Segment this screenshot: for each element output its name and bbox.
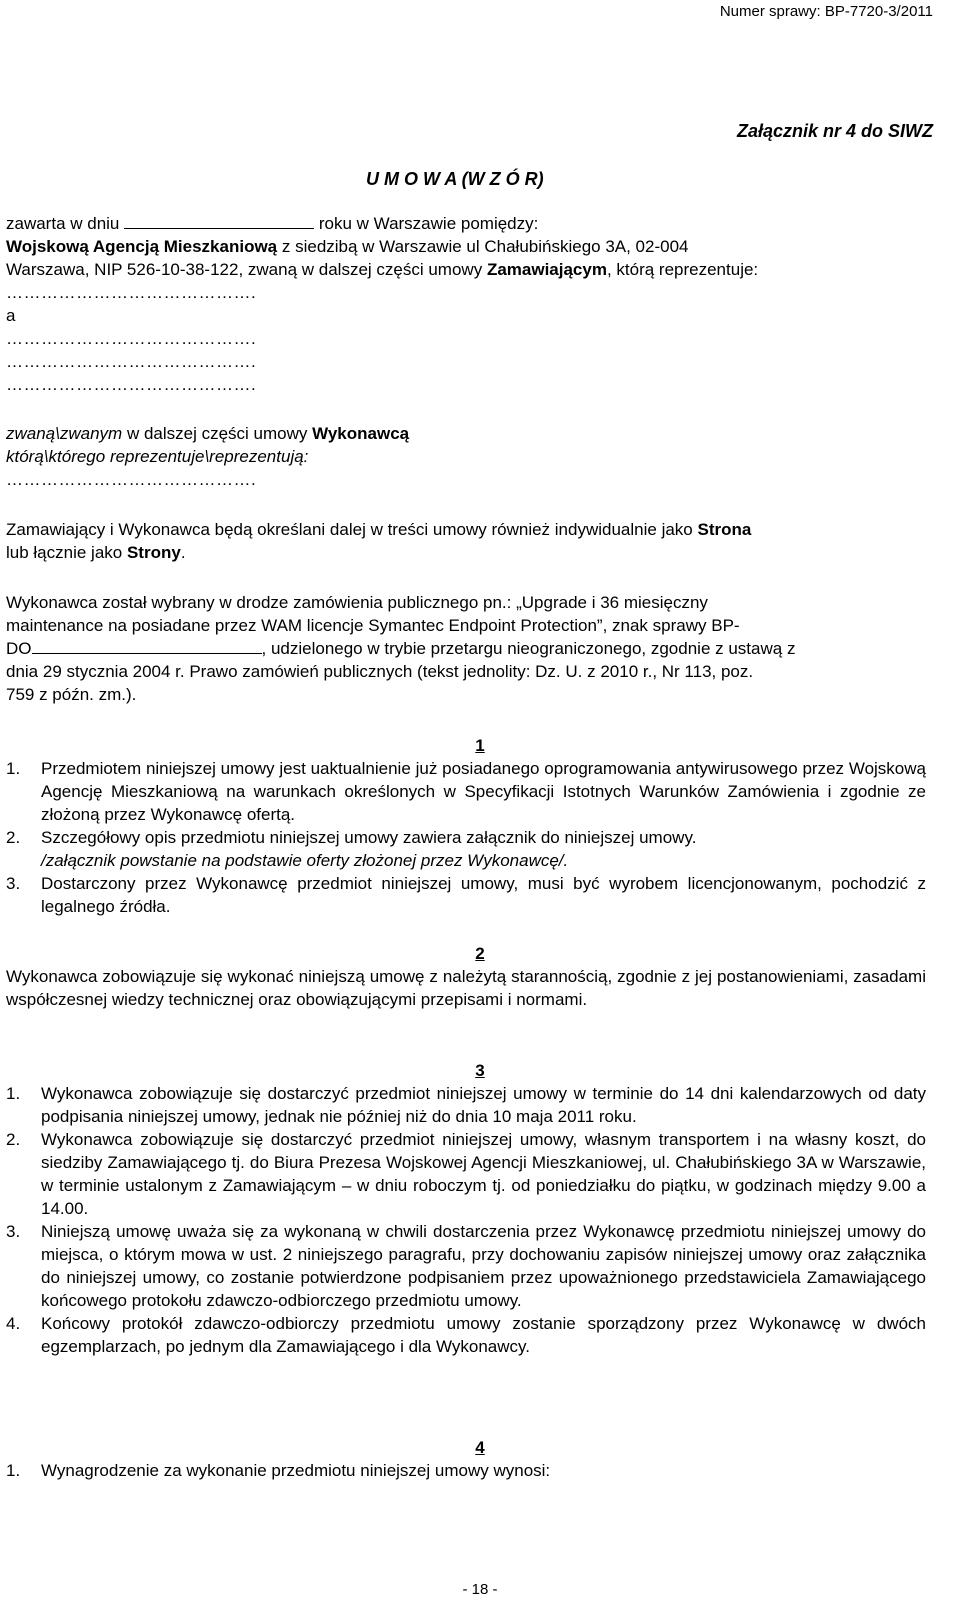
parties-text-a: Zamawiający i Wykonawca będą określani dalej w treści umowy również indywidualnie jako [6, 520, 698, 539]
selection-line-1: Wykonawca został wybrany w drodze zamówienia publicznego pn.: „Upgrade i 36 miesięczny [6, 593, 708, 612]
intro-block [6, 212, 926, 396]
section-1-heading [0, 734, 960, 757]
dots-line-4: ……………………………………. [6, 375, 257, 394]
list-item [6, 757, 926, 826]
dots-line-5: ……………………………………. [6, 470, 257, 489]
item-number: 1. [6, 759, 21, 778]
list-item [6, 826, 926, 872]
section-3-number: 3 [475, 1061, 485, 1080]
selection-line-5: 759 z późn. zm.). [6, 685, 137, 704]
list-item [6, 1459, 926, 1482]
and-text: a [6, 306, 16, 325]
item-number: 2. [6, 828, 21, 847]
list-item [6, 1220, 926, 1312]
party1-name: Wojskową Agencją Mieszkaniową [6, 237, 278, 256]
contractor-role: Wykonawcą [312, 424, 410, 443]
party1-address: z siedzibą w Warszawie ul Chałubińskiego 3A, 02-004 [277, 237, 689, 256]
dots-line-2: ……………………………………. [6, 329, 257, 348]
list-item [6, 1128, 926, 1220]
selection-text-3: , udzielonego w trybie przetargu nieograniczonego, zgodnie z ustawą z [261, 639, 796, 658]
annex-label: Załącznik nr 4 do SIWZ [736, 121, 933, 141]
item-text: Wykonawca zobowiązuje się dostarczyć przedmiot niniejszej umowy, własnym transportem i na własny koszt, do siedziby Zamawiającego tj. do Biura Prezesa Wojskowej Agencji Mieszkaniowej, ul. Chałubińskiego 3A w Warszawie, w terminie ustalonym z Zamawiającym – w dniu roboczym tj. od poniedziałku do piątku, w godzinach między 9.00 a 14.00. [41, 1130, 926, 1218]
intro-line-1 [6, 212, 926, 235]
parties-strony: Strony [126, 543, 181, 562]
parties-line-1 [6, 518, 926, 541]
item-number: 1. [6, 1461, 21, 1480]
item-number: 3. [6, 1222, 21, 1241]
selection-line-4: dnia 29 stycznia 2004 r. Prawo zamówień publicznych (tekst jednolity: Dz. U. z 2010 r., Nr 113, poz. [6, 662, 754, 681]
intro-date-label: zawarta w dniu [6, 214, 120, 233]
list-item [6, 1312, 926, 1358]
section-2-body: Wykonawca zobowiązuje się wykonać niniejszą umowę z należytą starannością, zgodnie z jej postanowieniami, zasadami współczesnej wiedzy technicznej oraz obowiązującymi przepisami i normami. [6, 967, 926, 1009]
item-text: Szczegółowy opis przedmiotu niniejszej umowy zawiera załącznik do niniejszej umowy. [41, 828, 697, 847]
section-3-heading [0, 1059, 960, 1082]
represented-line: którą\którego reprezentuje\reprezentują: [6, 447, 309, 466]
item-number: 3. [6, 874, 21, 893]
section-1-number: 1 [475, 736, 485, 755]
contractor-form: zwaną\zwanym [6, 424, 123, 443]
parties-text-b: lub łącznie jako [6, 543, 127, 562]
case-number-blank [32, 639, 262, 654]
party1-nip: Warszawa, NIP 526-10-38-122, zwaną w dalszej części umowy [6, 260, 487, 279]
item-text: Wynagrodzenie za wykonanie przedmiotu niniejszej umowy wynosi: [41, 1461, 551, 1480]
contractor-line [6, 422, 926, 445]
section-2-heading [0, 942, 960, 965]
item-text: Końcowy protokół zdawczo-odbiorczy przedmiotu umowy zostanie sporządzony przez Wykonawcę w dwóch egzemplarzach, po jednym dla Zamawiającego i dla Wykonawcy. [41, 1314, 926, 1356]
section-1-body [6, 757, 926, 918]
item-number: 2. [6, 1130, 21, 1149]
section-2-number: 2 [475, 944, 485, 963]
case-number: Numer sprawy: BP-7720-3/2011 [719, 3, 933, 20]
item-text: Wykonawca zobowiązuje się dostarczyć przedmiot niniejszej umowy w terminie do 14 dni kalendarzowych od daty podpisania niniejszej umowy, jednak nie później niż do dnia 10 maja 2011 roku. [41, 1084, 926, 1126]
item-number: 4. [6, 1314, 21, 1333]
dots-line-1: ……………………………………. [6, 283, 257, 302]
item-number: 1. [6, 1084, 21, 1103]
selection-block [6, 591, 926, 706]
section-4-heading [0, 1436, 960, 1459]
list-item [6, 872, 926, 918]
parties-strona: Strona [697, 520, 752, 539]
contractor-text: w dalszej części umowy [122, 424, 313, 443]
item-text: Przedmiotem niniejszej umowy jest uaktualnienie już posiadanego oprogramowania antywirusowego przez Wojskową Agencję Mieszkaniową na warunkach określonych w Specyfikacji Istotnych Warunków Zamówienia i zgodnie ze złożoną przez Wykonawcę ofertą. [41, 759, 926, 824]
parties-text-c: . [180, 543, 186, 562]
item-text: Niniejszą umowę uważa się za wykonaną w chwili dostarczenia przez Wykonawcę przedmiotu niniejszej umowy do miejsca, o którym mowa w ust. 2 niniejszego paragrafu, przy dochowaniu zapisów niniejszej umowy oraz załącznika do niniejszej umowy, co zostanie potwierdzone podpisaniem przez upoważnionego przedstawiciela Zamawiającego końcowego protokołu zdawczo-odbiorczego przedmiotu umowy. [41, 1222, 926, 1310]
section-4-number: 4 [475, 1438, 485, 1457]
page-number: - 18 - [462, 1581, 498, 1598]
intro-line-2 [6, 235, 926, 258]
parties-block [6, 518, 926, 564]
selection-line-3 [6, 637, 926, 660]
list-item [6, 1082, 926, 1128]
date-blank [124, 214, 314, 229]
item-text: Dostarczony przez Wykonawcę przedmiot niniejszej umowy, musi być wyrobem licencjonowanym, pochodzić z legalnego źródła. [41, 874, 926, 916]
section-3-body [6, 1082, 926, 1358]
party1-role: Zamawiającym [486, 260, 607, 279]
contractor-block [6, 422, 926, 491]
dots-line-3: ……………………………………. [6, 352, 257, 371]
item-note: /załącznik powstanie na podstawie oferty złożonej przez Wykonawcę/. [41, 851, 569, 870]
document-title: U M O W A (W Z Ó R) [366, 169, 544, 189]
selection-line-2: maintenance na posiadane przez WAM licencje Symantec Endpoint Protection”, znak sprawy BP- [6, 616, 740, 635]
intro-place-text: roku w Warszawie pomiędzy: [318, 214, 539, 233]
party1-represent: , którą reprezentuje: [606, 260, 759, 279]
intro-line-3 [6, 258, 926, 281]
parties-line-2 [6, 541, 926, 564]
case-prefix: DO [6, 639, 32, 658]
section-4-body [6, 1459, 926, 1482]
